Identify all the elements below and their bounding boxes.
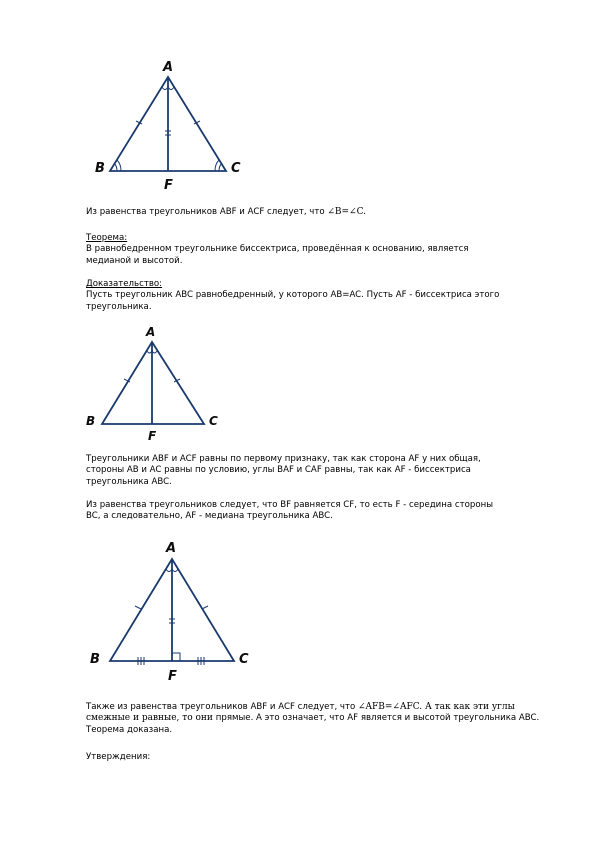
theorem-block (86, 233, 546, 267)
angle-arc-a-left (147, 351, 152, 353)
tick-ab (135, 606, 141, 609)
angle-arc-c-1 (215, 160, 219, 171)
label-c: C (209, 414, 218, 428)
label-b: B (95, 161, 105, 176)
label-b: B (86, 414, 96, 428)
proof-heading: Доказательство: (86, 279, 163, 289)
paragraph-first-criterion (86, 454, 546, 488)
label-c: C (231, 161, 241, 176)
angle-arc-b-2 (114, 163, 117, 171)
label-c: C (239, 652, 249, 667)
label-a: A (146, 325, 156, 339)
para4-line-2-text: прямые. А это означает, что AF является и высотой треугольника ABC. (215, 713, 540, 724)
figure-3-svg (84, 535, 264, 685)
proof-line-1: Пусть треугольник ABC равнобедренный, у которого AB=AC. Пусть AF - биссектриса этого (86, 290, 500, 301)
label-a: A (166, 541, 177, 556)
paragraph-median (86, 500, 546, 523)
right-angle-mark (172, 653, 180, 661)
statements-heading: Утверждения: (86, 752, 151, 762)
proof-line-2: треугольника. (86, 301, 152, 312)
para4-line-1-text: Также из равенства треугольников ABF и ACF следует, что (86, 702, 358, 712)
figure-2-svg (82, 322, 232, 447)
para3-line-2: BC, а следовательно, AF - медиана треугольника ABC. (86, 511, 333, 522)
triangle-abc (102, 342, 204, 424)
para2-line-2: стороны AB и AC равны по условию, углы BAF и CAF равны, так как AF - биссектриса (86, 465, 471, 476)
angle-arc-c-2 (219, 163, 222, 171)
para4-line-1-formula: ∠AFB=∠AFC. А так как эти углы (357, 702, 515, 712)
angle-formula: ∠B=∠C. (327, 207, 367, 217)
angle-arc-b-1 (117, 160, 121, 171)
figure-1-svg (90, 55, 260, 195)
para4-line-1 (86, 702, 546, 713)
theorem-line-2: медианой и высотой. (86, 255, 183, 266)
tick-ac (202, 606, 208, 609)
para4-line-2 (86, 713, 546, 724)
proof-block (86, 279, 546, 313)
figure-triangle-2 (82, 322, 232, 447)
paragraph-equal-angles (86, 207, 546, 218)
para3-line-1: Из равенства треугольников следует, что BF равняется CF, то есть F - середина стороны (86, 500, 493, 510)
para2-line-3: треугольника ABC. (86, 476, 172, 487)
para2-line-1: Треугольники ABF и ACF равны по первому признаку, так как сторона AF у них общая, (86, 454, 481, 464)
theorem-heading: Теорема: (86, 233, 128, 243)
label-f: F (168, 669, 177, 684)
para4-line-3: Теорема доказана. (86, 724, 173, 735)
figure-triangle-3 (84, 535, 264, 685)
label-f: F (148, 429, 157, 443)
paragraph-altitude (86, 702, 546, 736)
angle-arc-a-right (152, 351, 157, 353)
label-f: F (164, 178, 173, 193)
label-a: A (163, 60, 174, 75)
figure-triangle-1 (90, 55, 260, 195)
paragraph-text: Из равенства треугольников ABF и ACF следует, что (86, 207, 328, 217)
label-b: B (90, 652, 100, 667)
para4-line-2-formula: смежные и равные, то они (86, 713, 216, 724)
theorem-line-1: В равнобедренном треугольнике биссектриса, проведённая к основанию, является (86, 244, 469, 255)
